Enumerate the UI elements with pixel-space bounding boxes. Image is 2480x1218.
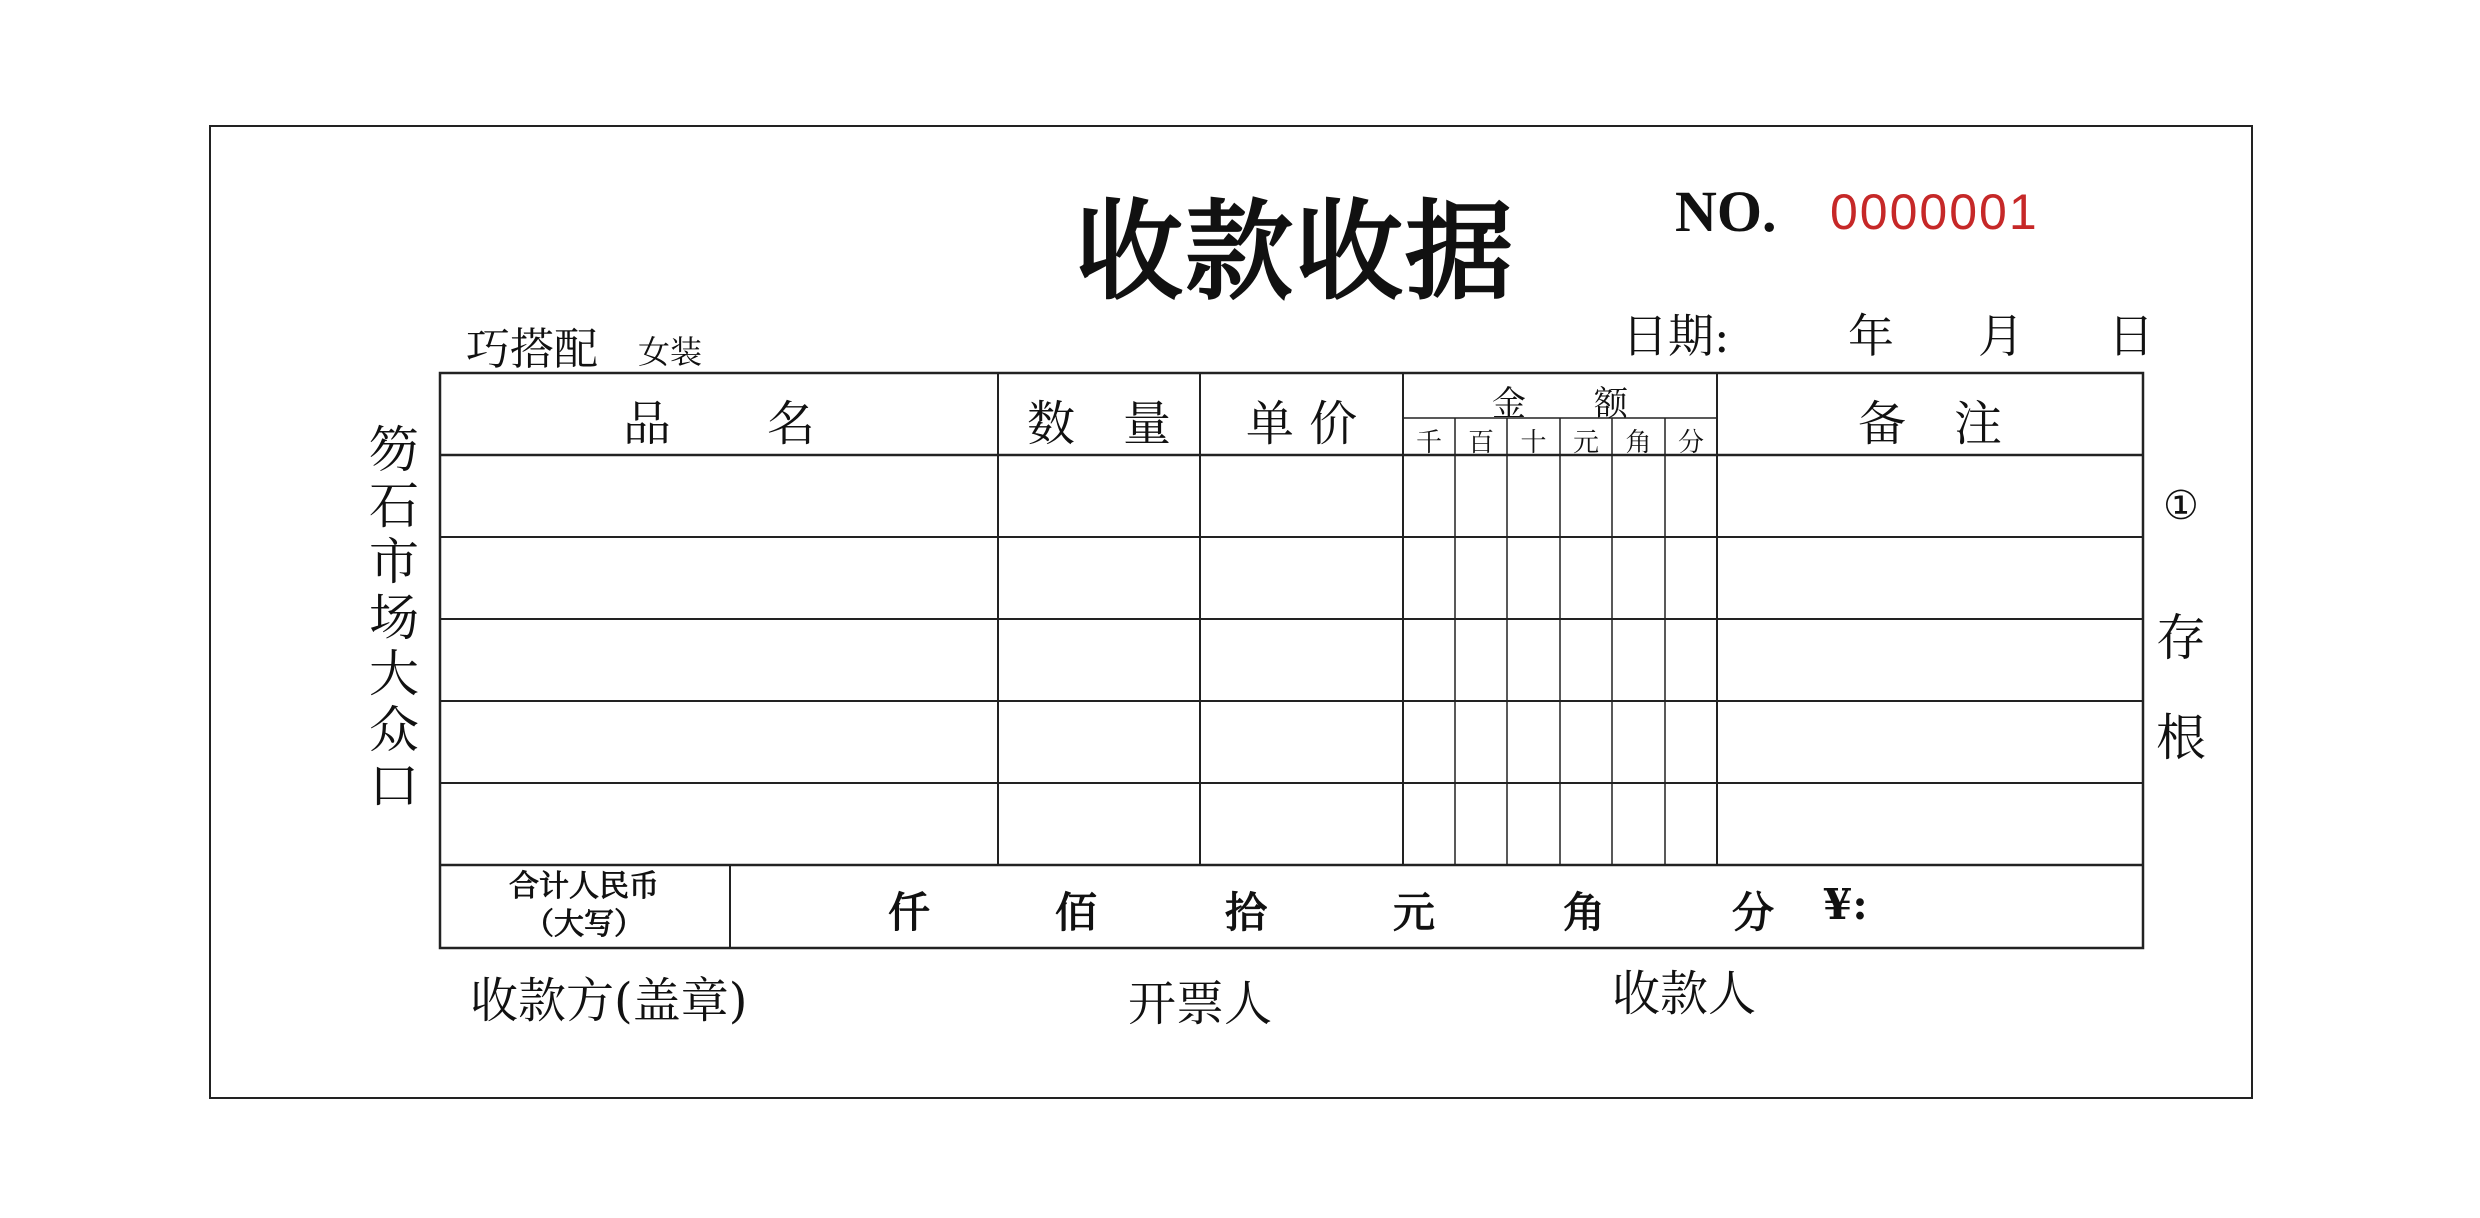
issuer-label: 开票人 xyxy=(1128,976,1273,1032)
header-remarks: 备 注 xyxy=(1857,396,2002,452)
header-quantity: 数 量 xyxy=(1026,396,1171,452)
capital-unit-yuan: 元 xyxy=(1393,888,1436,937)
copy-number: ① xyxy=(2163,483,2199,529)
capital-unit-shi: 拾 xyxy=(1225,888,1268,937)
receipt-number: 0000001 xyxy=(1830,184,2039,240)
amount-unit-hundred: 百 xyxy=(1467,428,1494,458)
amount-unit-jiao: 角 xyxy=(1625,428,1652,458)
date-day-label: 日 xyxy=(2108,309,2154,363)
amount-unit-yuan: 元 xyxy=(1572,428,1599,458)
total-label xyxy=(440,868,728,944)
shop-subtitle: 女装 xyxy=(638,333,703,371)
receipt-number-label: NO. xyxy=(1675,179,1777,244)
total-label-line1: 合计人民币 xyxy=(509,869,659,904)
amount-unit-thousand: 千 xyxy=(1415,428,1442,458)
total-label-line2: （大写） xyxy=(524,907,644,942)
yen-label: ¥: xyxy=(1823,880,1868,929)
payee-stamp-label: 收款方(盖章) xyxy=(470,973,748,1029)
header-unit-price: 单 价 xyxy=(1245,396,1358,452)
address-vertical-text: 笏石市场大众口 xyxy=(369,421,419,815)
receipt-title: 收款收据 xyxy=(1075,189,1516,315)
amount-unit-fen: 分 xyxy=(1677,428,1704,458)
date-label: 日期: xyxy=(1622,309,1730,363)
capital-unit-bai: 佰 xyxy=(1055,888,1098,937)
amount-unit-ten: 十 xyxy=(1520,428,1547,458)
capital-unit-jiao: 角 xyxy=(1563,888,1606,937)
receiver-label: 收款人 xyxy=(1612,966,1757,1022)
date-month-label: 月 xyxy=(1978,309,2024,363)
capital-unit-fen: 分 xyxy=(1732,888,1775,937)
header-amount: 金 额 xyxy=(1492,384,1628,424)
date-year-label: 年 xyxy=(1848,309,1894,363)
capital-unit-qian: 仟 xyxy=(888,888,931,937)
stub-label: 存根 xyxy=(2156,609,2206,767)
header-item-name: 品 名 xyxy=(622,396,815,452)
shop-name: 巧搭配 xyxy=(466,324,598,375)
